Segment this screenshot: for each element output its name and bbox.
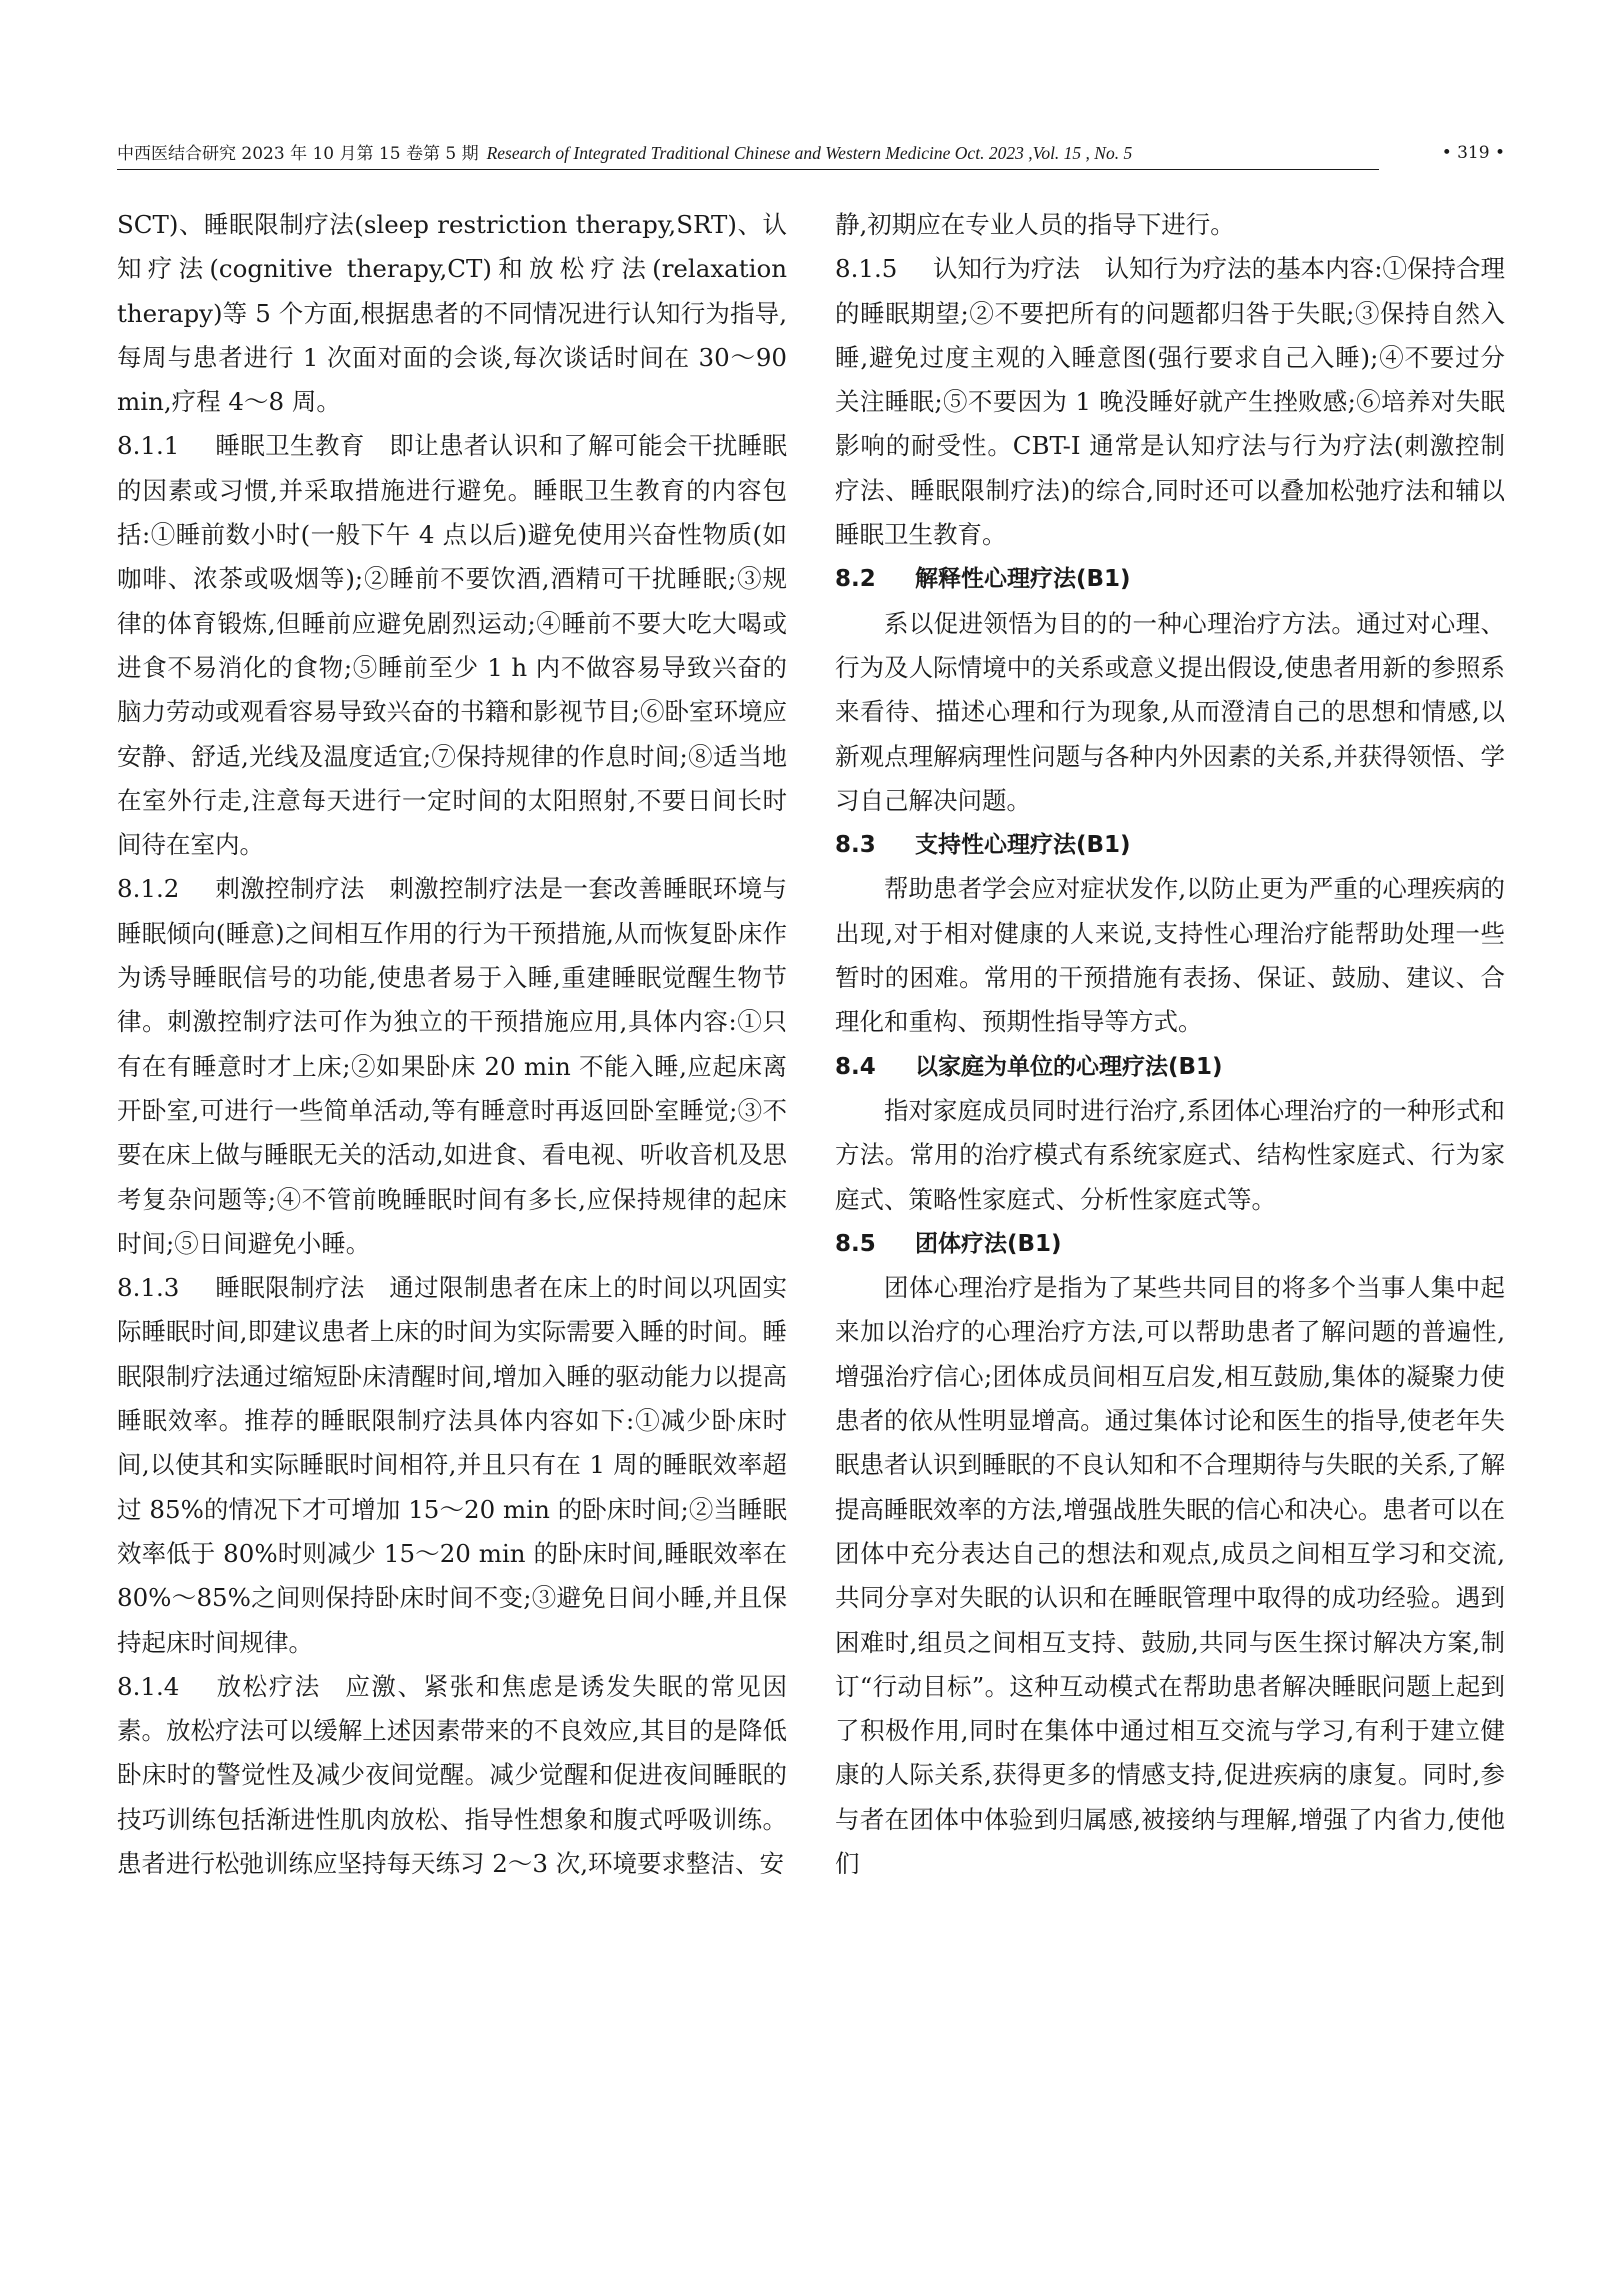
section-title: 放松疗法 xyxy=(215,1671,321,1701)
section-number: 8.1.5 xyxy=(835,254,898,284)
section-8-5-text: 团体心理治疗是指为了某些共同目的将多个当事人集中起来加以治疗的心理治疗方法,可以帮助患者了解问题的普遍性,增强治疗信心;团体成员间相互启发,相互鼓励,集体的凝聚力使患者的依从性明显增高。通过集体讨论和医生的指导,使老年失眠患者认识到睡眠的不良认知和不合理期待与失眠的关系,了解提高睡眠效率的方法,增强战胜失眠的信心和决心。患者可以在团体中充分表达自己的想法和观点,成员之间相互学习和交流,共同分享对失眠的认识和在睡眠管理中取得的成功经验。遇到困难时,组员之间相互支持、鼓励,共同与医生探讨解决方案,制订“行动目标”。这种互动模式在帮助患者解决睡眠问题上起到了积极作用,同时在集体中通过相互交流与学习,有利于建立健康的人际关系,获得更多的情感支持,促进疾病的康复。同时,参与者在团体中体验到归属感,被接纳与理解,增强了内省力,使他们 xyxy=(835,1273,1505,1878)
section-8-4-text: 指对家庭成员同时进行治疗,系团体心理治疗的一种形式和方法。常用的治疗模式有系统家庭式、结构性家庭式、行为家庭式、策略性家庭式、分析性家庭式等。 xyxy=(835,1095,1505,1214)
running-header xyxy=(117,135,1505,171)
heading-title: 以家庭为单位的心理疗法(B1) xyxy=(915,1053,1223,1080)
heading-number: 8.3 xyxy=(835,832,876,859)
section-8-2-text: 系以促进领悟为目的的一种心理治疗方法。通过对心理、行为及人际情境中的关系或意义提出假设,使患者用新的参照系来看待、描述心理和行为现象,从而澄清自己的思想和情感,以新观点理解病理性问题与各种内外因素的关系,并获得领悟、学习自己解决问题。 xyxy=(835,608,1505,815)
section-8-3-text: 帮助患者学会应对症状发作,以防止更为严重的心理疾病的出现,对于相对健康的人来说,支持性心理治疗能帮助处理一些暂时的困难。常用的干预措施有表扬、保证、鼓励、建议、合理化和重构、预期性指导等方式。 xyxy=(835,874,1505,1037)
section-text: 刺激控制疗法是一套改善睡眠环境与睡眠倾向(睡意)之间相互作用的行为干预措施,从而恢复卧床作为诱导睡眠信号的功能,使患者易于入睡,重建睡眠觉醒生物节律。刺激控制疗法可作为独立的干预措施应用,具体内容:①只有在有睡意时才上床;②如果卧床 20 min 不能入睡,应起床离开卧室,可进行一些简单活动,等有睡意时再返回卧室睡觉;③不要在床上做与睡眠无关的活动,如进食、看电视、听收音机及思考复杂问题等;④不管前晚睡眠时间有多长,应保持规律的起床时间;⑤日间避免小睡。 xyxy=(117,874,788,1258)
section-text: 即让患者认识和了解可能会干扰睡眠的因素或习惯,并采取措施进行避免。睡眠卫生教育的内容包括:①睡前数小时(一般下午 4 点以后)避免使用兴奋性物质(如咖啡、浓茶或吸烟等);②睡前不要饮酒,酒精可干扰睡眠;③规律的体育锻炼,但睡前应避免剧烈运动;④睡前不要大吃大喝或进食不易消化的食物;⑤睡前至少 1 h 内不做容易导致兴奋的脑力劳动或观看容易导致兴奋的书籍和影视节目;⑥卧室环境应安静、舒适,光线及温度适宜;⑦保持规律的作息时间;⑧适当地在室外行走,注意每天进行一定时间的太阳照射,不要日间长时间待在室内。 xyxy=(117,431,788,860)
section-number: 8.1.1 xyxy=(117,431,180,461)
section-text: 应激、紧张和焦虑是诱发失眠的常见因素。放松疗法可以缓解上述因素带来的不良效应,其目的是降低卧床时的警觉性及减少夜间觉醒。减少觉醒和促进夜间睡眠的技巧训练包括渐进性肌肉放松、指导性想象和腹式呼吸训练。患者进行松弛训练应坚持每天练习 2～3 次,环境要求整洁、安 xyxy=(117,1671,788,1878)
heading-number: 8.5 xyxy=(835,1230,876,1257)
section-text: 通过限制患者在床上的时间以巩固实际睡眠时间,即建议患者上床的时间为实际需要入睡的时间。睡眠限制疗法通过缩短卧床清醒时间,增加入睡的驱动能力以提高睡眠效率。推荐的睡眠限制疗法具体内容如下:①减少卧床时间,以使其和实际睡眠时间相符,并且只有在 1 周的睡眠效率超过 85%的情况下才可增加 15～20 min 的卧床时间;②当睡眠效率低于 80%时则减少 15～20 min 的卧床时间,睡眠效率在 80%～85%之间则保持卧床时间不变;③避免日间小睡,并且保持起床时间规律。 xyxy=(117,1273,788,1657)
heading-number: 8.4 xyxy=(835,1053,876,1080)
header-rule xyxy=(117,169,1379,170)
right-column xyxy=(835,203,1505,1886)
section-number: 8.1.2 xyxy=(117,874,180,904)
heading-title: 团体疗法(B1) xyxy=(915,1230,1062,1257)
section-title: 睡眠限制疗法 xyxy=(215,1273,365,1303)
paragraph-continuation: SCT)、睡眠限制疗法(sleep restriction therapy,SRT)、认知疗法(cognitive therapy,CT)和放松疗法(relaxation therapy)等 5 个方面,根据患者的不同情况进行认知行为指导,每周与患者进行 1 次面对面的会谈,每次谈话时间在 30～90 min,疗程 4～8 周。 xyxy=(117,210,787,417)
section-text: 认知行为疗法的基本内容:①保持合理的睡眠期望;②不要把所有的问题都归咎于失眠;③保持自然入睡,避免过度主观的入睡意图(强行要求自己入睡);④不要过分关注睡眠;⑤不要因为 1 晚没睡好就产生挫败感;⑥培养对失眠影响的耐受性。CBT-I 通常是认知疗法与行为疗法(刺激控制疗法、睡眠限制疗法)的综合,同时还可以叠加松弛疗法和辅以睡眠卫生教育。 xyxy=(835,254,1505,550)
heading-8-3 xyxy=(835,823,1505,867)
section-8-1-3 xyxy=(117,1266,787,1665)
section-title: 睡眠卫生教育 xyxy=(215,431,365,461)
journal-title-cn: 中西医结合研究 2023 年 10 月第 15 卷第 5 期 xyxy=(117,144,479,164)
heading-title: 支持性心理疗法(B1) xyxy=(915,832,1131,859)
section-8-1-5 xyxy=(835,247,1505,557)
heading-8-5 xyxy=(835,1222,1505,1266)
heading-8-2 xyxy=(835,557,1505,601)
section-title: 认知行为疗法 xyxy=(933,254,1081,284)
heading-8-4 xyxy=(835,1045,1505,1089)
left-column xyxy=(117,203,787,1886)
section-title: 刺激控制疗法 xyxy=(215,874,365,904)
journal-citation xyxy=(117,135,1132,172)
section-8-1-2 xyxy=(117,867,787,1266)
section-number: 8.1.4 xyxy=(117,1671,180,1701)
heading-title: 解释性心理疗法(B1) xyxy=(915,566,1131,593)
section-8-1-1 xyxy=(117,424,787,867)
section-number: 8.1.3 xyxy=(117,1273,180,1303)
section-8-1-4 xyxy=(117,1665,787,1886)
paragraph-continuation: 静,初期应在专业人员的指导下进行。 xyxy=(835,210,1235,239)
journal-title-en: Research of Integrated Traditional Chinese and Western Medicine Oct. 2023 ,Vol. 15 , No. 5 xyxy=(486,143,1133,163)
page-number: • 319 • xyxy=(1441,143,1505,163)
heading-number: 8.2 xyxy=(835,566,876,593)
